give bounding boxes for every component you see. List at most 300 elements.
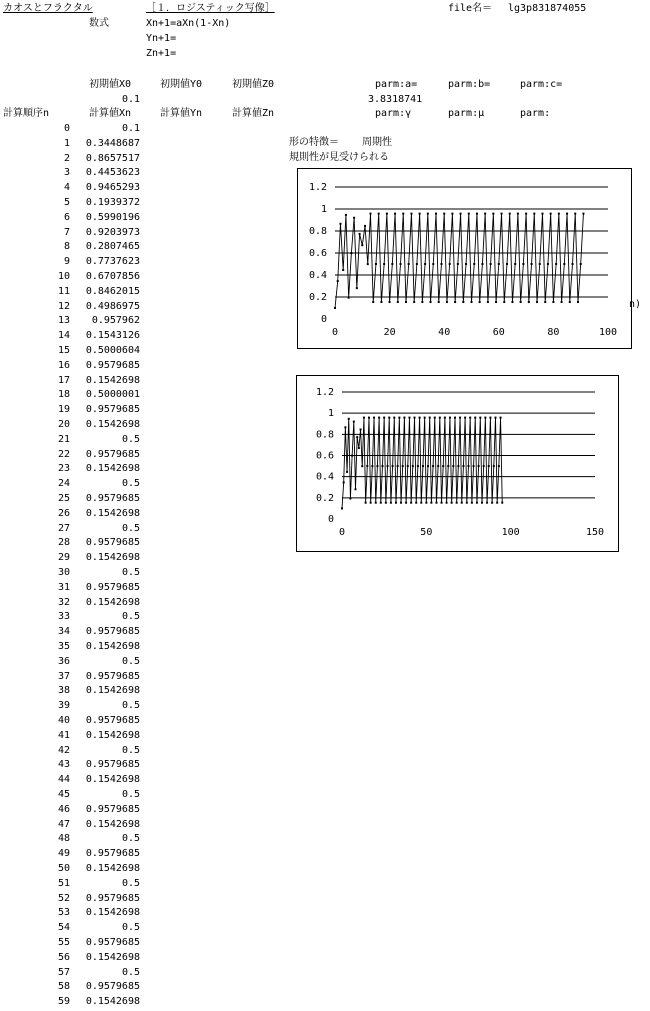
data-point [468,465,470,467]
table-row [0,715,150,730]
table-row [0,656,150,671]
data-point [547,263,549,265]
table-row [0,449,150,464]
x-tick-label: 100 [501,527,520,538]
data-point [343,482,345,484]
row-value-x: 0.1542698 [85,552,140,564]
y-tick-label: 0.6 [315,450,334,462]
row-value-x: 0.1542698 [85,951,140,963]
table-row [0,759,150,774]
data-point [427,213,429,215]
table-row [0,878,150,893]
row-index: 34 [57,626,70,638]
row-value-x: 0.3448687 [85,137,140,149]
data-point [397,465,399,467]
row-index: 5 [63,197,70,208]
data-point [561,301,563,303]
table-row [0,996,150,1011]
row-value-x: 0.8657517 [85,152,140,164]
table-row [0,848,150,863]
data-point [437,465,439,467]
data-point [462,465,464,467]
feature-value: 周期性 [362,137,392,148]
data-point [430,301,432,303]
table-row [0,241,150,256]
row-value-x: 0.9579685 [85,448,140,460]
data-point [359,233,361,235]
table-row [0,833,150,848]
data-point [460,213,462,215]
data-point [349,497,351,499]
data-point [511,301,513,303]
data-point [356,287,358,289]
row-value-x: 0.5 [121,655,140,667]
data-point [464,417,466,419]
table-row [0,508,150,523]
table-row [0,227,150,242]
init-y-label: 初期値Y0 [160,79,203,90]
table-row [0,330,150,345]
row-index: 12 [57,300,70,312]
y-tick-label: 0 [327,514,334,525]
table-row [0,819,150,834]
row-index: 8 [63,241,70,253]
row-index: 43 [57,759,70,771]
y-tick-label: 0.8 [308,226,327,237]
table-row [0,419,150,434]
data-point [351,455,353,457]
data-point [391,263,393,265]
data-point [344,426,346,428]
data-point [348,297,350,299]
parm-a-value: 3.8318741 [368,94,423,105]
app-title: カオスとフラクタル [3,3,93,14]
row-index: 37 [57,670,70,682]
x-tick-label: 0 [331,327,339,338]
data-point [452,465,454,467]
row-value-x: 0.1542698 [85,685,140,697]
row-value-x: 0.6707856 [85,271,140,282]
row-value-x: 0.5 [121,877,140,889]
row-index: 1 [63,137,70,149]
row-value-x: 0.5 [121,611,140,623]
data-point [566,213,568,215]
data-point [420,502,422,504]
row-index: 57 [57,966,70,978]
row-value-x: 0.5 [121,833,140,845]
data-point [531,263,533,265]
data-point [520,301,522,303]
data-point [473,465,475,467]
data-point [368,417,370,419]
data-point [388,417,390,419]
data-point [412,465,414,467]
data-point [465,263,467,265]
row-index: 55 [57,937,70,948]
data-point [569,301,571,303]
row-value-x: 0.9579685 [85,803,140,815]
row-index: 42 [57,744,70,756]
data-point [358,447,360,449]
row-value-x: 0.9579685 [85,848,140,860]
data-point [522,263,524,265]
table-row [0,345,150,360]
row-value-x: 0.9579685 [85,626,140,638]
data-point [550,213,552,215]
formula-z: Zn+1= [146,48,177,59]
data-point [405,301,407,303]
data-point [489,417,491,419]
row-index: 29 [57,552,70,564]
data-point [424,263,426,265]
x-tick-label: 20 [383,327,396,338]
row-index: 46 [57,803,70,815]
data-point [381,465,383,467]
row-index: 11 [57,285,70,297]
x-tick-label: 60 [492,327,505,338]
row-value-x: 0.1542698 [85,863,140,874]
data-point [466,502,468,504]
table-row [0,256,150,271]
data-point [360,428,362,430]
data-point [517,213,519,215]
table-row [0,434,150,449]
data-point [544,301,546,303]
data-point [490,263,492,265]
data-point [478,465,480,467]
data-point [354,488,356,490]
data-point [405,502,407,504]
table-row [0,907,150,922]
table-row [0,271,150,286]
data-point [408,417,410,419]
series-line [342,418,502,509]
table-row [0,286,150,301]
row-index: 36 [57,655,70,667]
data-point [398,417,400,419]
data-point [528,301,530,303]
row-value-x: 0.1542698 [85,507,140,519]
data-point [378,213,380,215]
series-line [335,214,583,308]
row-value-x: 0.9579685 [85,493,140,504]
row-index: 6 [63,211,70,223]
data-point [361,244,363,246]
data-point [397,301,399,303]
data-point [369,213,371,215]
data-point [509,213,511,215]
data-point [395,502,397,504]
table-row [0,804,150,819]
row-value-x: 0.9579685 [85,581,140,593]
row-value-x: 0.1 [121,123,140,134]
data-point [380,301,382,303]
row-index: 49 [57,848,70,860]
row-value-x: 0.9203973 [85,226,140,238]
table-row [0,863,150,878]
row-index: 38 [57,685,70,697]
row-value-x: 0.957962 [91,315,140,327]
row-value-x: 0.5 [121,922,140,934]
table-row [0,493,150,508]
table-row [0,611,150,626]
data-point [424,417,426,419]
data-point [473,263,475,265]
table-row [0,404,150,419]
row-index: 40 [57,715,70,726]
data-point [454,417,456,419]
data-point [345,214,347,216]
data-point [371,465,373,467]
row-value-x: 0.5 [121,744,140,756]
row-index: 22 [57,448,70,460]
row-index: 52 [57,892,70,904]
y-tick-label: 0.2 [308,292,327,303]
data-point [500,417,502,419]
table-row [0,730,150,745]
row-index: 27 [57,522,70,534]
table-row [0,315,150,330]
table-row [0,967,150,982]
row-value-x: 0.9579685 [85,981,140,993]
y-tick-label: 0 [320,314,327,325]
row-index: 17 [57,374,70,386]
table-row [0,138,150,153]
data-point [430,502,432,504]
row-value-x: 0.9579685 [85,715,140,726]
data-point [366,465,368,467]
row-value-x: 0.9579685 [85,937,140,948]
col-z-header: 計算値Zn [232,108,275,119]
table-row [0,641,150,656]
row-index: 21 [57,433,70,445]
row-index: 0 [63,123,70,134]
data-point [402,465,404,467]
data-point [503,301,505,303]
parm-a-label: parm:a= [375,79,418,90]
table-row [0,671,150,686]
feature-label: 形の特徴＝ [289,137,339,148]
row-index: 14 [57,330,70,342]
data-point [434,417,436,419]
table-row [0,478,150,493]
x-tick-label: 100 [598,327,618,338]
parm-c-label: parm:c= [520,79,563,90]
row-value-x: 0.1542698 [85,463,140,475]
axis-fragment: n) [629,299,642,310]
data-point [356,436,358,438]
row-value-x: 0.1542698 [85,818,140,830]
row-index: 59 [57,996,70,1008]
data-point [370,502,372,504]
data-point [408,263,410,265]
data-point [501,502,503,504]
chart-2 [296,375,619,552]
row-value-x: 0.5 [121,700,140,712]
row-index: 24 [57,478,70,490]
data-point [350,252,352,254]
data-point [416,263,418,265]
data-point [471,301,473,303]
file-label: file名＝ [448,3,493,14]
data-point [367,263,369,265]
row-index: 58 [57,981,70,993]
data-point [353,217,355,219]
y-tick-label: 0.4 [315,471,334,483]
col-y-header: 計算値Yn [160,108,203,119]
data-point [383,417,385,419]
row-index: 30 [57,567,70,578]
row-value-x: 0.5000604 [85,345,140,356]
row-index: 18 [57,389,70,401]
row-value-x: 0.1542698 [85,596,140,608]
row-index: 41 [57,729,70,741]
table-row [0,922,150,937]
data-point [492,213,494,215]
row-value-x: 0.5 [121,966,140,978]
table-row [0,375,150,390]
row-value-x: 0.5 [121,567,140,578]
data-point [446,502,448,504]
parm-b-label: parm:b= [448,79,491,90]
data-point [400,502,402,504]
data-point [474,417,476,419]
data-point [419,213,421,215]
data-point [378,417,380,419]
y-tick-label: 1.2 [308,182,327,193]
data-point [563,263,565,265]
data-point [552,301,554,303]
row-value-x: 0.1542698 [85,729,140,741]
data-point [525,213,527,215]
data-point [440,263,442,265]
row-index: 31 [57,581,70,593]
data-point [486,502,488,504]
data-point [462,301,464,303]
data-point [385,502,387,504]
parm-y-label: parm:γ [375,108,412,119]
data-point [514,263,516,265]
data-point [481,263,483,265]
data-point [451,213,453,215]
data-point [380,502,382,504]
table-row [0,789,150,804]
data-point [334,307,336,309]
data-point [541,213,543,215]
data-point [536,301,538,303]
data-point [342,269,344,271]
y-tick-label: 0.8 [315,429,334,441]
y-tick-label: 1 [320,204,327,215]
data-point [422,465,424,467]
table-row [0,153,150,168]
row-value-x: 0.5 [121,433,140,445]
init-x-value: 0.1 [121,94,140,105]
row-value-x: 0.1542698 [85,374,140,386]
data-point [539,263,541,265]
table-row [0,567,150,582]
table-row [0,197,150,212]
row-index: 20 [57,419,70,430]
row-index: 3 [63,167,70,179]
data-point [438,301,440,303]
table-row [0,893,150,908]
row-index: 7 [63,226,70,238]
data-point [373,417,375,419]
row-value-x: 0.4986975 [85,300,140,312]
table-row [0,952,150,967]
data-point [348,418,350,420]
data-point [372,301,374,303]
data-point [454,301,456,303]
row-index: 25 [57,493,70,504]
row-value-x: 0.1542698 [85,641,140,652]
formula-label: 数式 [89,18,109,29]
data-point [476,213,478,215]
row-value-x: 0.5000001 [85,389,140,401]
row-value-x: 0.5990196 [85,211,140,223]
data-point [451,502,453,504]
row-value-x: 0.4453623 [85,167,140,179]
data-point [375,502,377,504]
x-tick-label: 40 [438,327,451,338]
row-index: 32 [57,596,70,608]
y-tick-label: 0.6 [308,248,327,259]
table-row [0,167,150,182]
data-point [419,417,421,419]
row-index: 51 [57,877,70,889]
data-point [421,301,423,303]
row-value-x: 0.5 [121,478,140,490]
data-point [392,465,394,467]
table-row [0,523,150,538]
data-point [577,301,579,303]
data-point [394,213,396,215]
data-point [495,301,497,303]
data-point [459,417,461,419]
y-tick-label: 0.4 [308,270,327,281]
data-point [468,213,470,215]
table-row [0,597,150,612]
data-point [341,507,343,509]
row-value-x: 0.9579685 [85,759,140,771]
data-point [435,213,437,215]
file-name: lg3p831874055 [508,3,587,14]
row-value-x: 0.5 [121,522,140,534]
row-value-x: 0.9579685 [85,404,140,416]
table-row [0,685,150,700]
data-point [427,465,429,467]
data-point [449,417,451,419]
data-point [498,465,500,467]
data-point [339,223,341,225]
table-row [0,745,150,760]
row-value-x: 0.1543126 [85,330,140,342]
y-tick-label: 1 [327,408,334,420]
data-point [444,417,446,419]
parm-blank-label: parm: [520,108,551,119]
row-index: 47 [57,818,70,830]
data-point [363,417,365,419]
formula-x: Xn+1=aXn(1-Xn) [146,18,231,29]
row-value-x: 0.1939372 [85,197,140,208]
data-point [457,465,459,467]
row-value-x: 0.9579685 [85,537,140,549]
data-point [441,502,443,504]
table-row [0,463,150,478]
row-index: 23 [57,463,70,475]
table-row [0,182,150,197]
